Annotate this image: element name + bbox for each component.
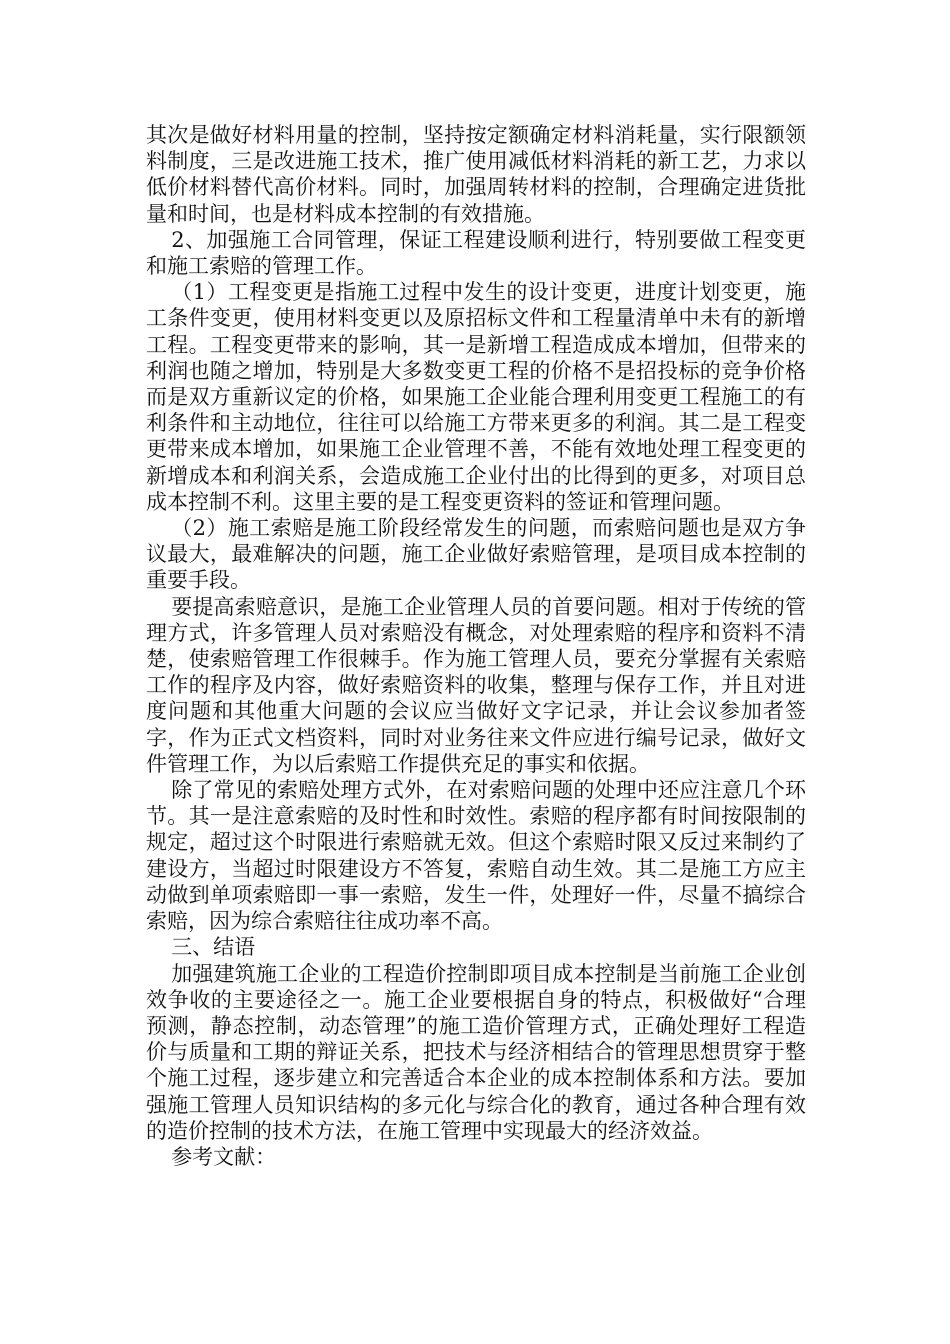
paragraph-engineering-change: （1）工程变更是指施工过程中发生的设计变更，进度计划变更，施工条件变更，使用材料变更以及原招标文件和工程量清单中未有的新增工程。工程变更带来的影响，其一是新增工程造成成本增加，但带来的利润也随之增加，特别是大多数变更工程的价格不是招投标的竞争价格而是双方重新议定的价格，如果施工企业能合理利用变更工程施工的有利条件和主动地位，往往可以给施工方带来更多的利润。其二是工程变更带来成本增加，如果施工企业管理不善，不能有效地处理工程变更的新增成本和利润关系，会造成施工企业付出的比得到的更多，对项目总成本控制不利。这里主要的是工程变更资料的签证和管理问题。 xyxy=(146,280,806,514)
paragraph-claim-awareness: 要提高索赔意识，是施工企业管理人员的首要问题。相对于传统的管理方式，许多管理人员对索赔没有概念，对处理索赔的程序和资料不清楚，使索赔管理工作很棘手。作为施工管理人员，要充分掌握有关索赔工作的程序及内容，做好索赔资料的收集，整理与保存工作，并且对进度问题和其他重大问题的会议应当做好文字记录，并让会议参加者签字，作为正式文档资料，同时对业务往来文件应进行编号记录，做好文件管理工作，为以后索赔工作提供充足的事实和依据。 xyxy=(146,594,806,776)
section-heading-conclusion: 三、结语 xyxy=(171,935,256,960)
paragraph-construction-claims: （2）施工索赔是施工阶段经常发生的问题，而索赔问题也是双方争议最大，最难解决的问题，施工企业做好索赔管理，是项目成本控制的重要手段。 xyxy=(146,516,806,593)
document-page xyxy=(146,122,806,1170)
paragraph-material-control: 其次是做好材料用量的控制，坚持按定额确定材料消耗量，实行限额领料制度，三是改进施工技术，推广使用减低材料消耗的新工艺，力求以低价材料替代高价材料。同时，加强周转材料的控制，合理确定进货批量和时间，也是材料成本控制的有效措施。 xyxy=(146,123,806,226)
paragraph-claim-handling: 除了常见的索赔处理方式外，在对索赔问题的处理中还应注意几个环节。其一是注意索赔的及时性和时效性。索赔的程序都有时间按限制的规定，超过这个时限进行索赔就无效。但这个索赔时限又反过来制约了建设方，当超过时限建设方不答复，索赔自动生效。其二是施工方应主动做到单项索赔即一事一索赔，发生一件，处理好一件，尽量不搞综合索赔，因为综合索赔往往成功率不高。 xyxy=(146,778,806,934)
paragraph-contract-management: 2、加强施工合同管理，保证工程建设顺利进行，特别要做工程变更和施工索赔的管理工作。 xyxy=(146,227,806,279)
references-heading: 参考文献： xyxy=(171,1144,277,1169)
paragraph-conclusion: 加强建筑施工企业的工程造价控制即项目成本控制是当前施工企业创效争收的主要途径之一。施工企业要根据自身的特点，积极做好“合理预测，静态控制，动态管理”的施工造价管理方式，正确处理好工程造价与质量和工期的辩证关系，把技术与经济相结合的管理思想贯穿于整个施工过程，逐步建立和完善适合本企业的成本控制体系和方法。要加强施工管理人员知识结构的多元化与综合化的教育，通过各种合理有效的造价控制的技术方法，在施工管理中实现最大的经济效益。 xyxy=(146,961,806,1143)
